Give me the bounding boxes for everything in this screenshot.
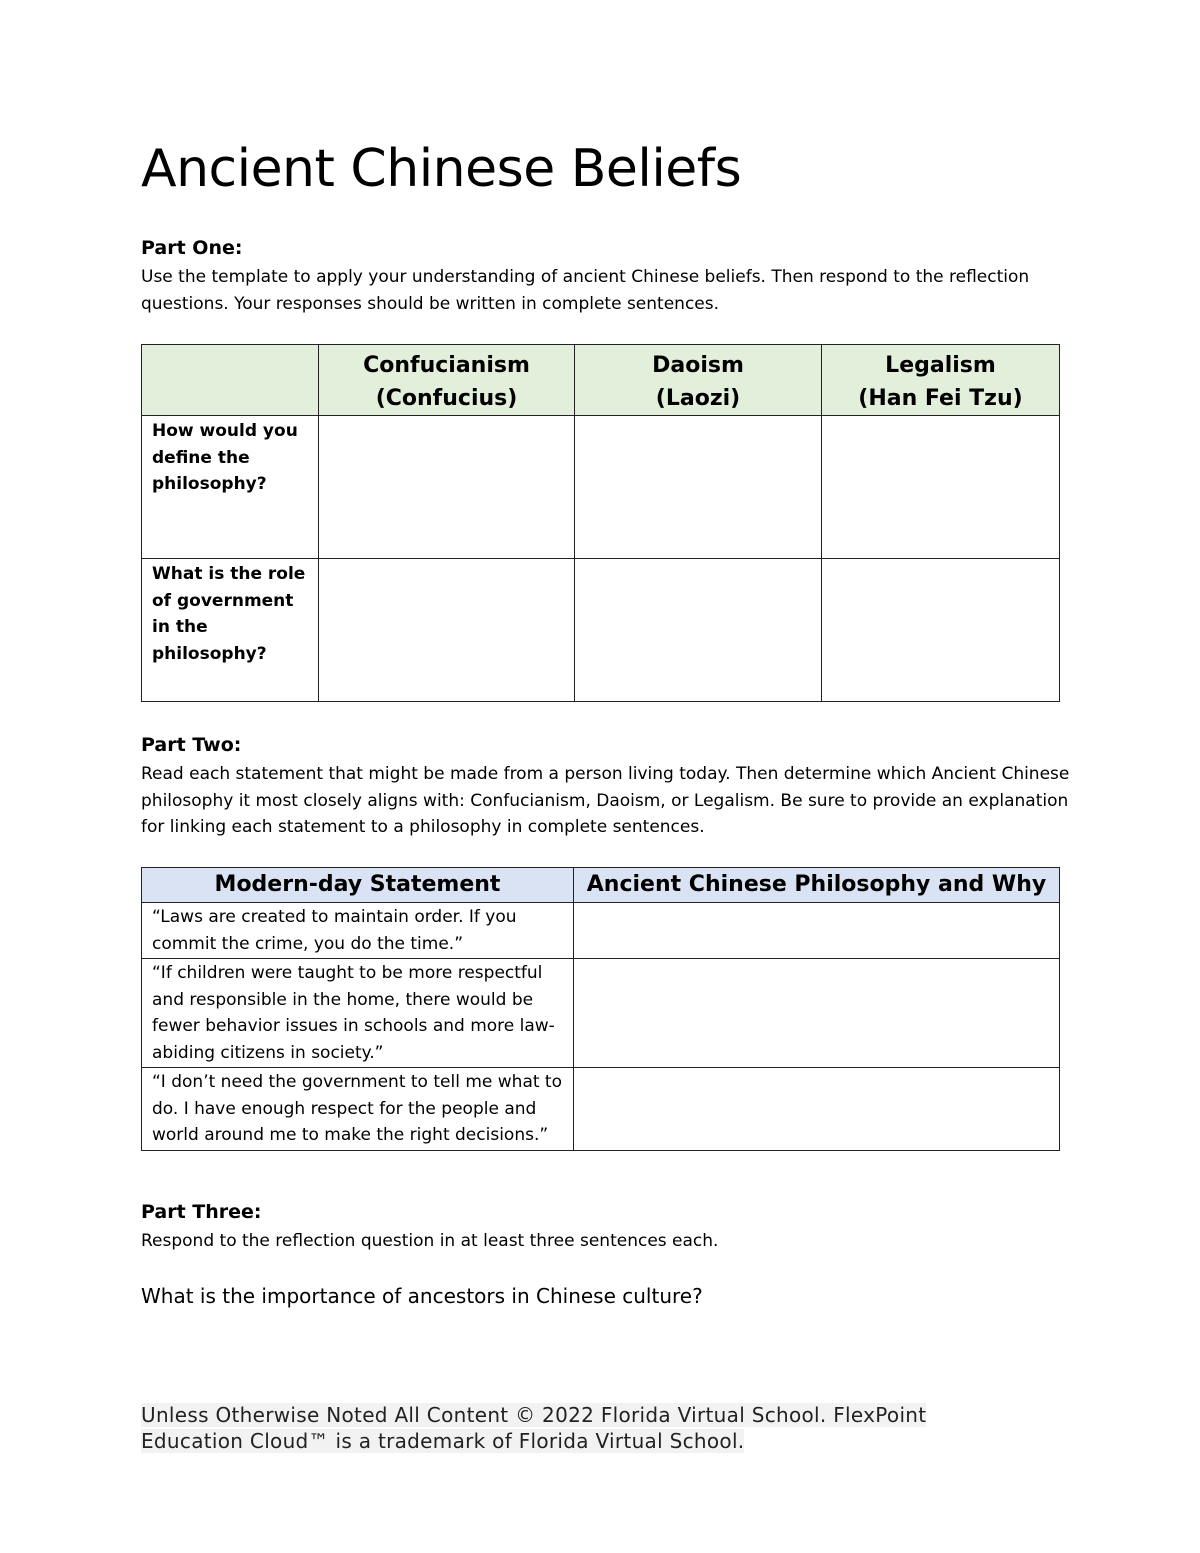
column-name: Daoism bbox=[652, 353, 744, 378]
part-one-heading: Part One: bbox=[141, 237, 243, 259]
reflection-question: What is the importance of ancestors in Chinese culture? bbox=[141, 1284, 703, 1308]
statement-header-row bbox=[142, 868, 1060, 903]
answer-cell-legalism-define[interactable] bbox=[822, 416, 1060, 559]
header-modern-statement: Modern-day Statement bbox=[142, 868, 574, 903]
part-one-instructions: Use the template to apply your understanding of ancient Chinese beliefs. Then respond to the reflection questions. Your responses should be written in complete sentences. bbox=[141, 267, 1030, 314]
header-philosophy-why: Ancient Chinese Philosophy and Why bbox=[574, 868, 1060, 903]
part-two-heading: Part Two: bbox=[141, 734, 242, 756]
philosophy-table bbox=[141, 344, 1060, 702]
header-daoism bbox=[575, 345, 822, 416]
footer-line-2: Education Cloud™ is a trademark of Florida Virtual School. bbox=[141, 1429, 745, 1453]
answer-cell-legalism-government[interactable] bbox=[822, 559, 1060, 702]
answer-cell[interactable] bbox=[574, 959, 1060, 1068]
row-question-define: How would you define the philosophy? bbox=[142, 416, 319, 559]
part-three-heading: Part Three: bbox=[141, 1201, 262, 1223]
header-confucianism bbox=[319, 345, 575, 416]
table-row bbox=[142, 1068, 1060, 1151]
copyright-footer bbox=[141, 1402, 926, 1454]
answer-cell-confucianism-define[interactable] bbox=[319, 416, 575, 559]
table-row bbox=[142, 559, 1060, 702]
answer-cell-daoism-define[interactable] bbox=[575, 416, 822, 559]
statement-cell: “If children were taught to be more respectful and responsible in the home, there would be fewer behavior issues in schools and more law-abiding citizens in society.” bbox=[142, 959, 574, 1068]
header-blank-cell bbox=[142, 345, 319, 416]
answer-cell[interactable] bbox=[574, 1068, 1060, 1151]
column-name: Legalism bbox=[885, 353, 996, 378]
column-founder: (Confucius) bbox=[375, 386, 518, 411]
row-question-government: What is the role of government in the philosophy? bbox=[142, 559, 319, 702]
table-row bbox=[142, 416, 1060, 559]
answer-cell-confucianism-government[interactable] bbox=[319, 559, 575, 702]
footer-line-1: Unless Otherwise Noted All Content © 2022 Florida Virtual School. FlexPoint bbox=[141, 1403, 927, 1427]
part-two-instructions: Read each statement that might be made from a person living today. Then determine which Ancient Chinese philosophy it most closely aligns with: Confucianism, Daoism, or Legalism. Be sure to provide an explanation for linking each statement to a philosophy in complete sentences. bbox=[141, 764, 1070, 837]
philosophy-header-row bbox=[142, 345, 1060, 416]
answer-cell-daoism-government[interactable] bbox=[575, 559, 822, 702]
statement-cell: “I don’t need the government to tell me what to do. I have enough respect for the people and world around me to make the right decisions.” bbox=[142, 1068, 574, 1151]
table-row bbox=[142, 903, 1060, 959]
column-name: Confucianism bbox=[363, 353, 530, 378]
part-three-instructions: Respond to the reflection question in at least three sentences each. bbox=[141, 1231, 719, 1251]
column-founder: (Laozi) bbox=[655, 386, 741, 411]
table-row bbox=[142, 959, 1060, 1068]
answer-cell[interactable] bbox=[574, 903, 1060, 959]
header-legalism bbox=[822, 345, 1060, 416]
page-title: Ancient Chinese Beliefs bbox=[141, 139, 742, 199]
statement-table bbox=[141, 867, 1060, 1151]
statement-cell: “Laws are created to maintain order. If you commit the crime, you do the time.” bbox=[142, 903, 574, 959]
column-founder: (Han Fei Tzu) bbox=[858, 386, 1023, 411]
